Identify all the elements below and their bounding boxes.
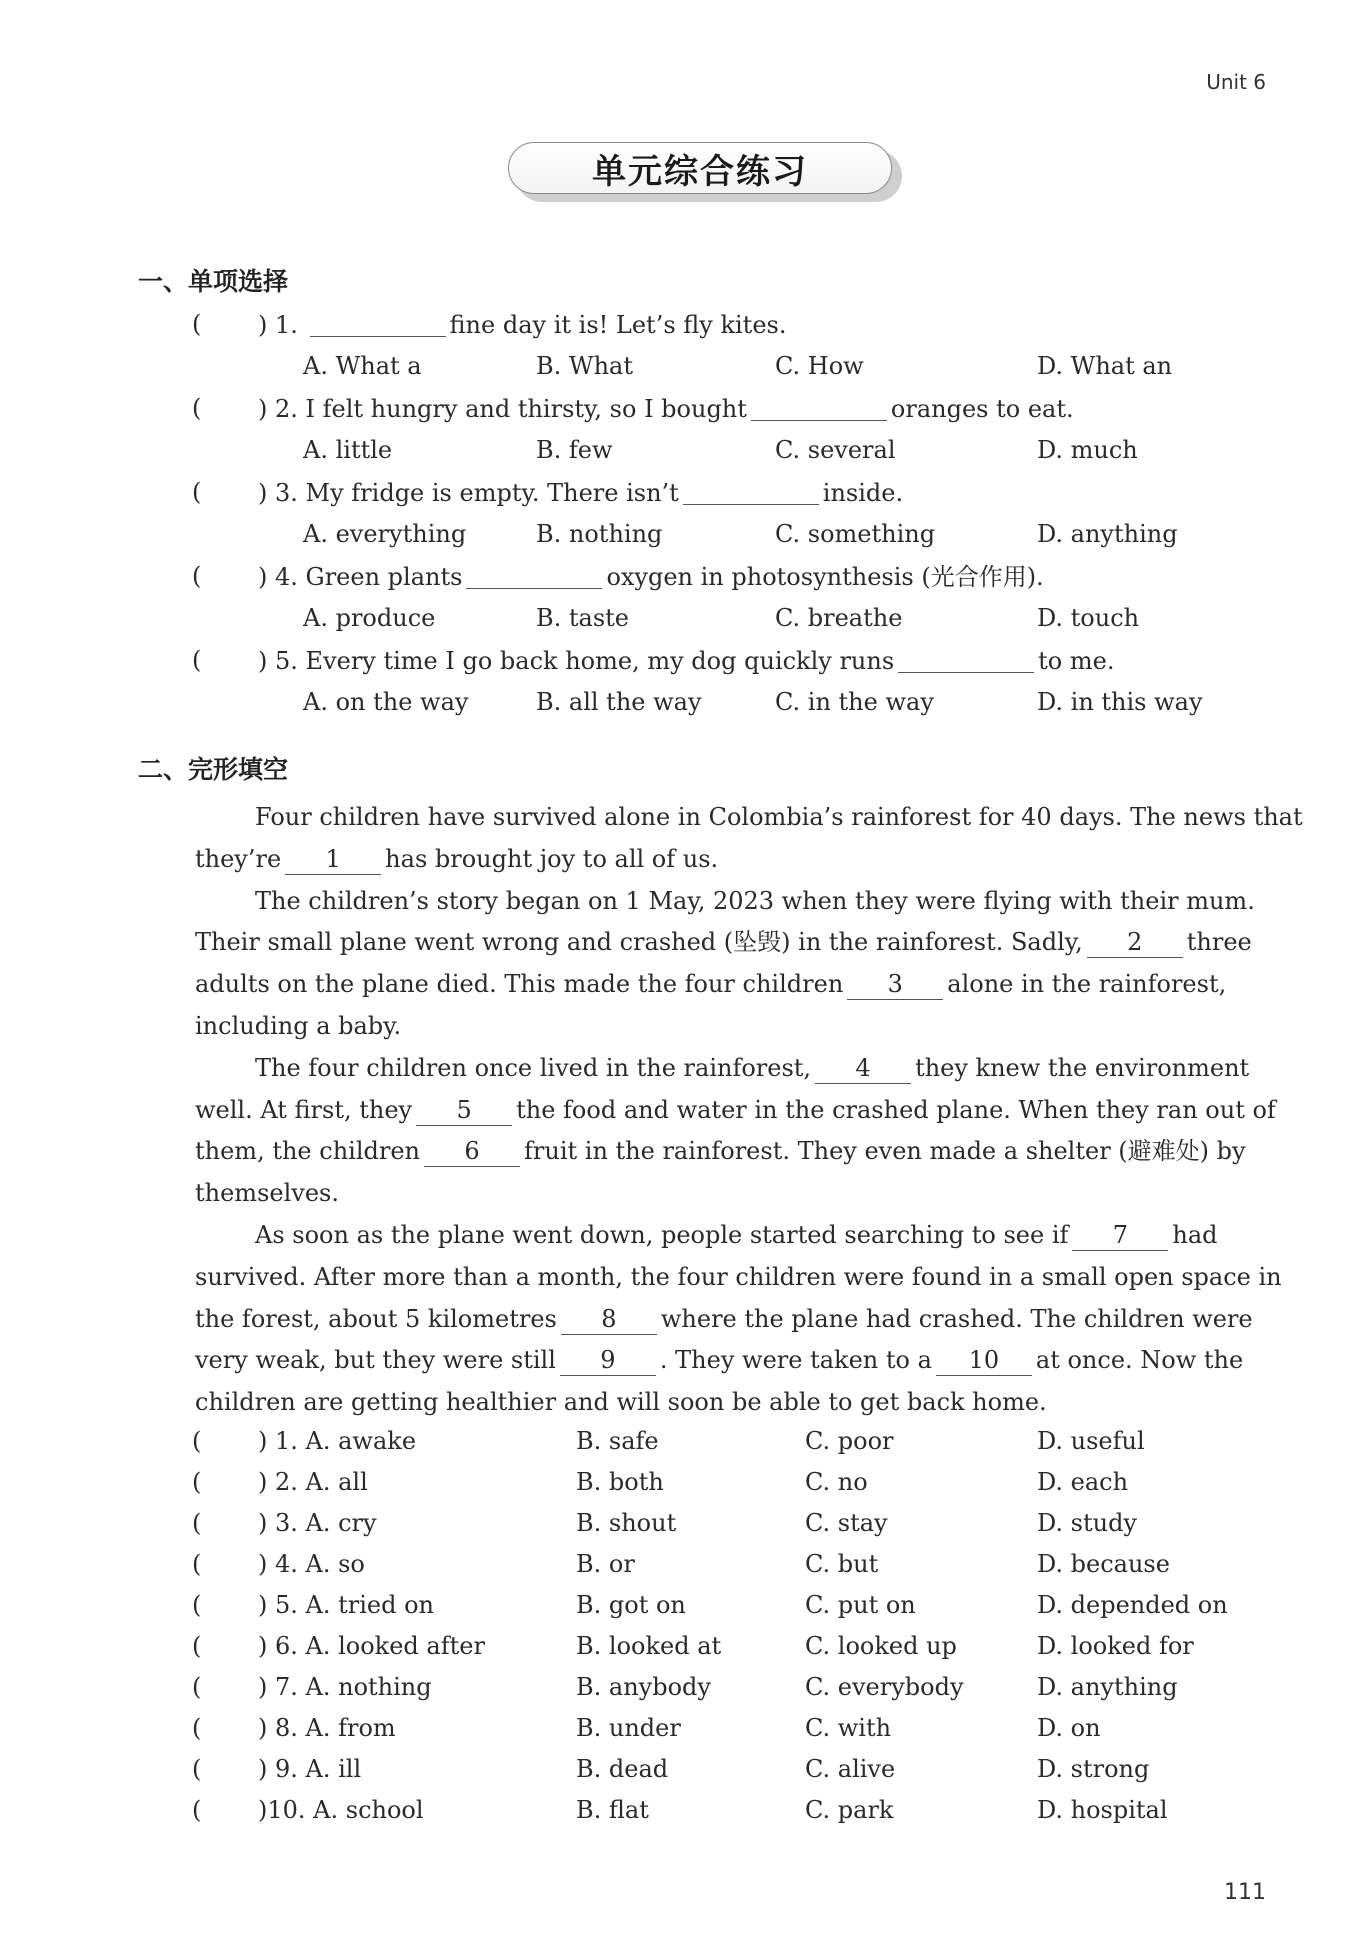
answer-paren: ( — [192, 1591, 202, 1619]
answer-paren: ( — [192, 562, 202, 590]
cloze-blank-6[interactable]: 6 — [424, 1136, 520, 1167]
stem-text: Green plants — [305, 563, 463, 591]
answer-blank[interactable] — [466, 564, 602, 589]
question-stem — [258, 646, 1114, 676]
cloze-blank-2[interactable]: 2 — [1087, 927, 1183, 958]
passage-text: themselves. — [195, 1179, 339, 1208]
passage-text: survived. After more than a month, the four children were found in a small open space in — [195, 1262, 1282, 1291]
option-a: ) 3. A. cry — [258, 1509, 377, 1537]
passage-text: The four children once lived in the rainforest, — [255, 1053, 812, 1082]
question-number: ) 4. — [258, 563, 306, 591]
answer-paren: ( — [192, 1755, 202, 1783]
stem-text: fine day it is! Let’s fly kites. — [449, 311, 787, 339]
passage-line — [195, 1387, 1047, 1417]
question-number: ) 5. — [258, 647, 306, 675]
cloze-blank-10[interactable]: 10 — [936, 1345, 1032, 1376]
section2-heading: 二、完形填空 — [138, 755, 289, 784]
answer-paren: ( — [192, 1714, 202, 1742]
option-d: D. strong — [1037, 1755, 1150, 1783]
passage-text: has brought joy to all of us. — [385, 844, 719, 873]
passage-text: Their small plane went wrong and crashed (坠毁) in the rainforest. Sadly, — [195, 928, 1083, 957]
cloze-blank-1[interactable]: 1 — [285, 844, 381, 875]
passage-text: . They were taken to a — [659, 1346, 932, 1375]
passage-line — [195, 1345, 1243, 1376]
option-b: B. looked at — [576, 1632, 722, 1660]
passage-line — [195, 1262, 1282, 1292]
question-stem — [258, 562, 1044, 592]
answer-paren: ( — [192, 1550, 202, 1578]
answer-paren: ( — [192, 1632, 202, 1660]
passage-text: the forest, about 5 kilometres — [195, 1304, 557, 1333]
cloze-blank-4[interactable]: 4 — [815, 1053, 911, 1084]
option-c: C. looked up — [805, 1632, 957, 1660]
passage-text: three — [1186, 928, 1252, 957]
question-number: ) 2. — [258, 395, 306, 423]
option-a: ) 1. A. awake — [258, 1427, 417, 1455]
option-c: C. but — [805, 1550, 879, 1578]
passage-line — [255, 886, 1255, 916]
cloze-blank-3[interactable]: 3 — [847, 969, 943, 1000]
option-c: C. put on — [805, 1591, 916, 1619]
option-c: C. something — [775, 520, 936, 548]
option-c: C. breathe — [775, 604, 903, 632]
answer-blank[interactable] — [751, 396, 887, 421]
answer-blank[interactable] — [683, 480, 819, 505]
unit-label: Unit 6 — [1206, 70, 1266, 94]
option-d: D. anything — [1037, 520, 1178, 548]
option-a: ) 9. A. ill — [258, 1755, 362, 1783]
option-b: B. nothing — [536, 520, 663, 548]
option-a: )10. A. school — [258, 1796, 424, 1824]
answer-paren: ( — [192, 478, 202, 506]
section1-heading: 一、单项选择 — [138, 267, 289, 296]
option-a: ) 6. A. looked after — [258, 1632, 485, 1660]
option-c: C. stay — [805, 1509, 888, 1537]
answer-paren: ( — [192, 310, 202, 338]
option-b: B. got on — [576, 1591, 686, 1619]
option-a: A. everything — [303, 520, 467, 548]
option-b: B. safe — [576, 1427, 659, 1455]
option-b: B. shout — [576, 1509, 677, 1537]
stem-text: Every time I go back home, my dog quickly runs — [305, 647, 895, 675]
passage-line — [195, 1178, 339, 1208]
passage-line — [195, 1095, 1276, 1126]
option-a: A. produce — [303, 604, 436, 632]
passage-text: As soon as the plane went down, people started searching to see if — [255, 1221, 1069, 1249]
option-d: D. anything — [1037, 1673, 1178, 1701]
option-d: D. depended on — [1037, 1591, 1228, 1619]
page-title: 单元综合练习 — [592, 151, 808, 192]
option-c: C. alive — [805, 1755, 896, 1783]
passage-text: the food and water in the crashed plane. When they ran out of — [516, 1095, 1276, 1124]
option-d: D. study — [1037, 1509, 1137, 1537]
option-c: C. park — [805, 1796, 894, 1824]
passage-line — [195, 927, 1252, 958]
passage-text: them, the children — [195, 1137, 420, 1166]
passage-text: fruit in the rainforest. They even made a shelter (避难处) by — [524, 1137, 1246, 1166]
option-a: ) 8. A. from — [258, 1714, 396, 1742]
option-d: D. touch — [1037, 604, 1140, 632]
question-number: ) 1. — [258, 311, 306, 339]
option-d: D. each — [1037, 1468, 1129, 1496]
option-c: C. in the way — [775, 688, 934, 716]
question-stem — [258, 394, 1074, 424]
answer-paren: ( — [192, 646, 202, 674]
title-banner — [508, 142, 898, 202]
option-c: C. with — [805, 1714, 892, 1742]
option-b: B. few — [536, 436, 613, 464]
passage-text: The children’s story began on 1 May, 2023 when they were flying with their mum. — [255, 886, 1255, 915]
passage-text: adults on the plane died. This made the four children — [195, 970, 844, 999]
option-d: D. hospital — [1037, 1796, 1168, 1824]
option-c: C. several — [775, 436, 896, 464]
passage-text: where the plane had crashed. The children were — [660, 1304, 1253, 1333]
option-c: C. How — [775, 352, 864, 380]
option-d: D. What an — [1037, 352, 1173, 380]
passage-line — [195, 844, 718, 875]
option-a: ) 5. A. tried on — [258, 1591, 435, 1619]
answer-paren: ( — [192, 1673, 202, 1701]
option-b: B. both — [576, 1468, 664, 1496]
stem-text: I felt hungry and thirsty, so I bought — [305, 395, 747, 423]
answer-paren: ( — [192, 1468, 202, 1496]
option-b: B. under — [576, 1714, 681, 1742]
passage-line — [195, 1011, 401, 1041]
cloze-blank-5[interactable]: 5 — [416, 1095, 512, 1126]
option-c: C. no — [805, 1468, 868, 1496]
passage-line — [255, 1220, 1218, 1251]
passage-text: they’re — [195, 844, 282, 873]
passage-text: very weak, but they were still — [195, 1346, 556, 1375]
option-a: ) 4. A. so — [258, 1550, 365, 1578]
passage-text: Four children have survived alone in Colombia’s rainforest for 40 days. The news that — [255, 803, 1303, 831]
page-number: 111 — [1224, 1880, 1266, 1905]
passage-text: well. At first, they — [195, 1095, 413, 1124]
passage-line — [195, 1304, 1253, 1335]
question-stem — [258, 478, 903, 508]
option-b: B. dead — [576, 1755, 669, 1783]
option-c: C. everybody — [805, 1673, 964, 1701]
option-b: B. all the way — [536, 688, 702, 716]
passage-line — [255, 802, 1303, 832]
option-d: D. because — [1037, 1550, 1170, 1578]
stem-text: to me. — [1038, 647, 1115, 675]
passage-line — [195, 1136, 1246, 1167]
option-d: D. looked for — [1037, 1632, 1194, 1660]
stem-text: oxygen in photosynthesis (光合作用). — [606, 563, 1044, 591]
option-a: ) 7. A. nothing — [258, 1673, 432, 1701]
passage-text: had — [1172, 1221, 1218, 1249]
option-b: B. taste — [536, 604, 630, 632]
cloze-blank-8[interactable]: 8 — [561, 1304, 657, 1335]
passage-text: including a baby. — [195, 1012, 402, 1040]
question-stem — [258, 310, 786, 340]
passage-text: they knew the environment — [915, 1053, 1250, 1082]
option-a: A. little — [303, 436, 393, 464]
option-d: D. on — [1037, 1714, 1101, 1742]
answer-blank[interactable] — [898, 648, 1034, 673]
option-d: D. much — [1037, 436, 1138, 464]
option-a: ) 2. A. all — [258, 1468, 368, 1496]
option-d: D. useful — [1037, 1427, 1145, 1455]
option-b: B. flat — [576, 1796, 649, 1824]
answer-paren: ( — [192, 1427, 202, 1455]
passage-text: alone in the rainforest, — [947, 970, 1227, 999]
option-b: B. anybody — [576, 1673, 711, 1701]
passage-line — [255, 1053, 1249, 1084]
answer-blank[interactable] — [310, 312, 446, 337]
answer-paren: ( — [192, 1796, 202, 1824]
stem-text: My fridge is empty. There isn’t — [305, 479, 679, 507]
option-b: B. What — [536, 352, 633, 380]
stem-text: inside. — [822, 479, 904, 507]
passage-text: children are getting healthier and will soon be able to get back home. — [195, 1388, 1047, 1417]
answer-paren: ( — [192, 1509, 202, 1537]
passage-line — [195, 969, 1226, 1000]
stem-text: oranges to eat. — [890, 395, 1074, 423]
option-a: A. on the way — [303, 688, 469, 716]
question-number: ) 3. — [258, 479, 306, 507]
cloze-blank-9[interactable]: 9 — [560, 1345, 656, 1376]
cloze-blank-7[interactable]: 7 — [1072, 1220, 1168, 1251]
passage-text: at once. Now the — [1035, 1346, 1244, 1375]
option-b: B. or — [576, 1550, 635, 1578]
answer-paren: ( — [192, 394, 202, 422]
option-c: C. poor — [805, 1427, 894, 1455]
option-d: D. in this way — [1037, 688, 1203, 716]
option-a: A. What a — [303, 352, 422, 380]
